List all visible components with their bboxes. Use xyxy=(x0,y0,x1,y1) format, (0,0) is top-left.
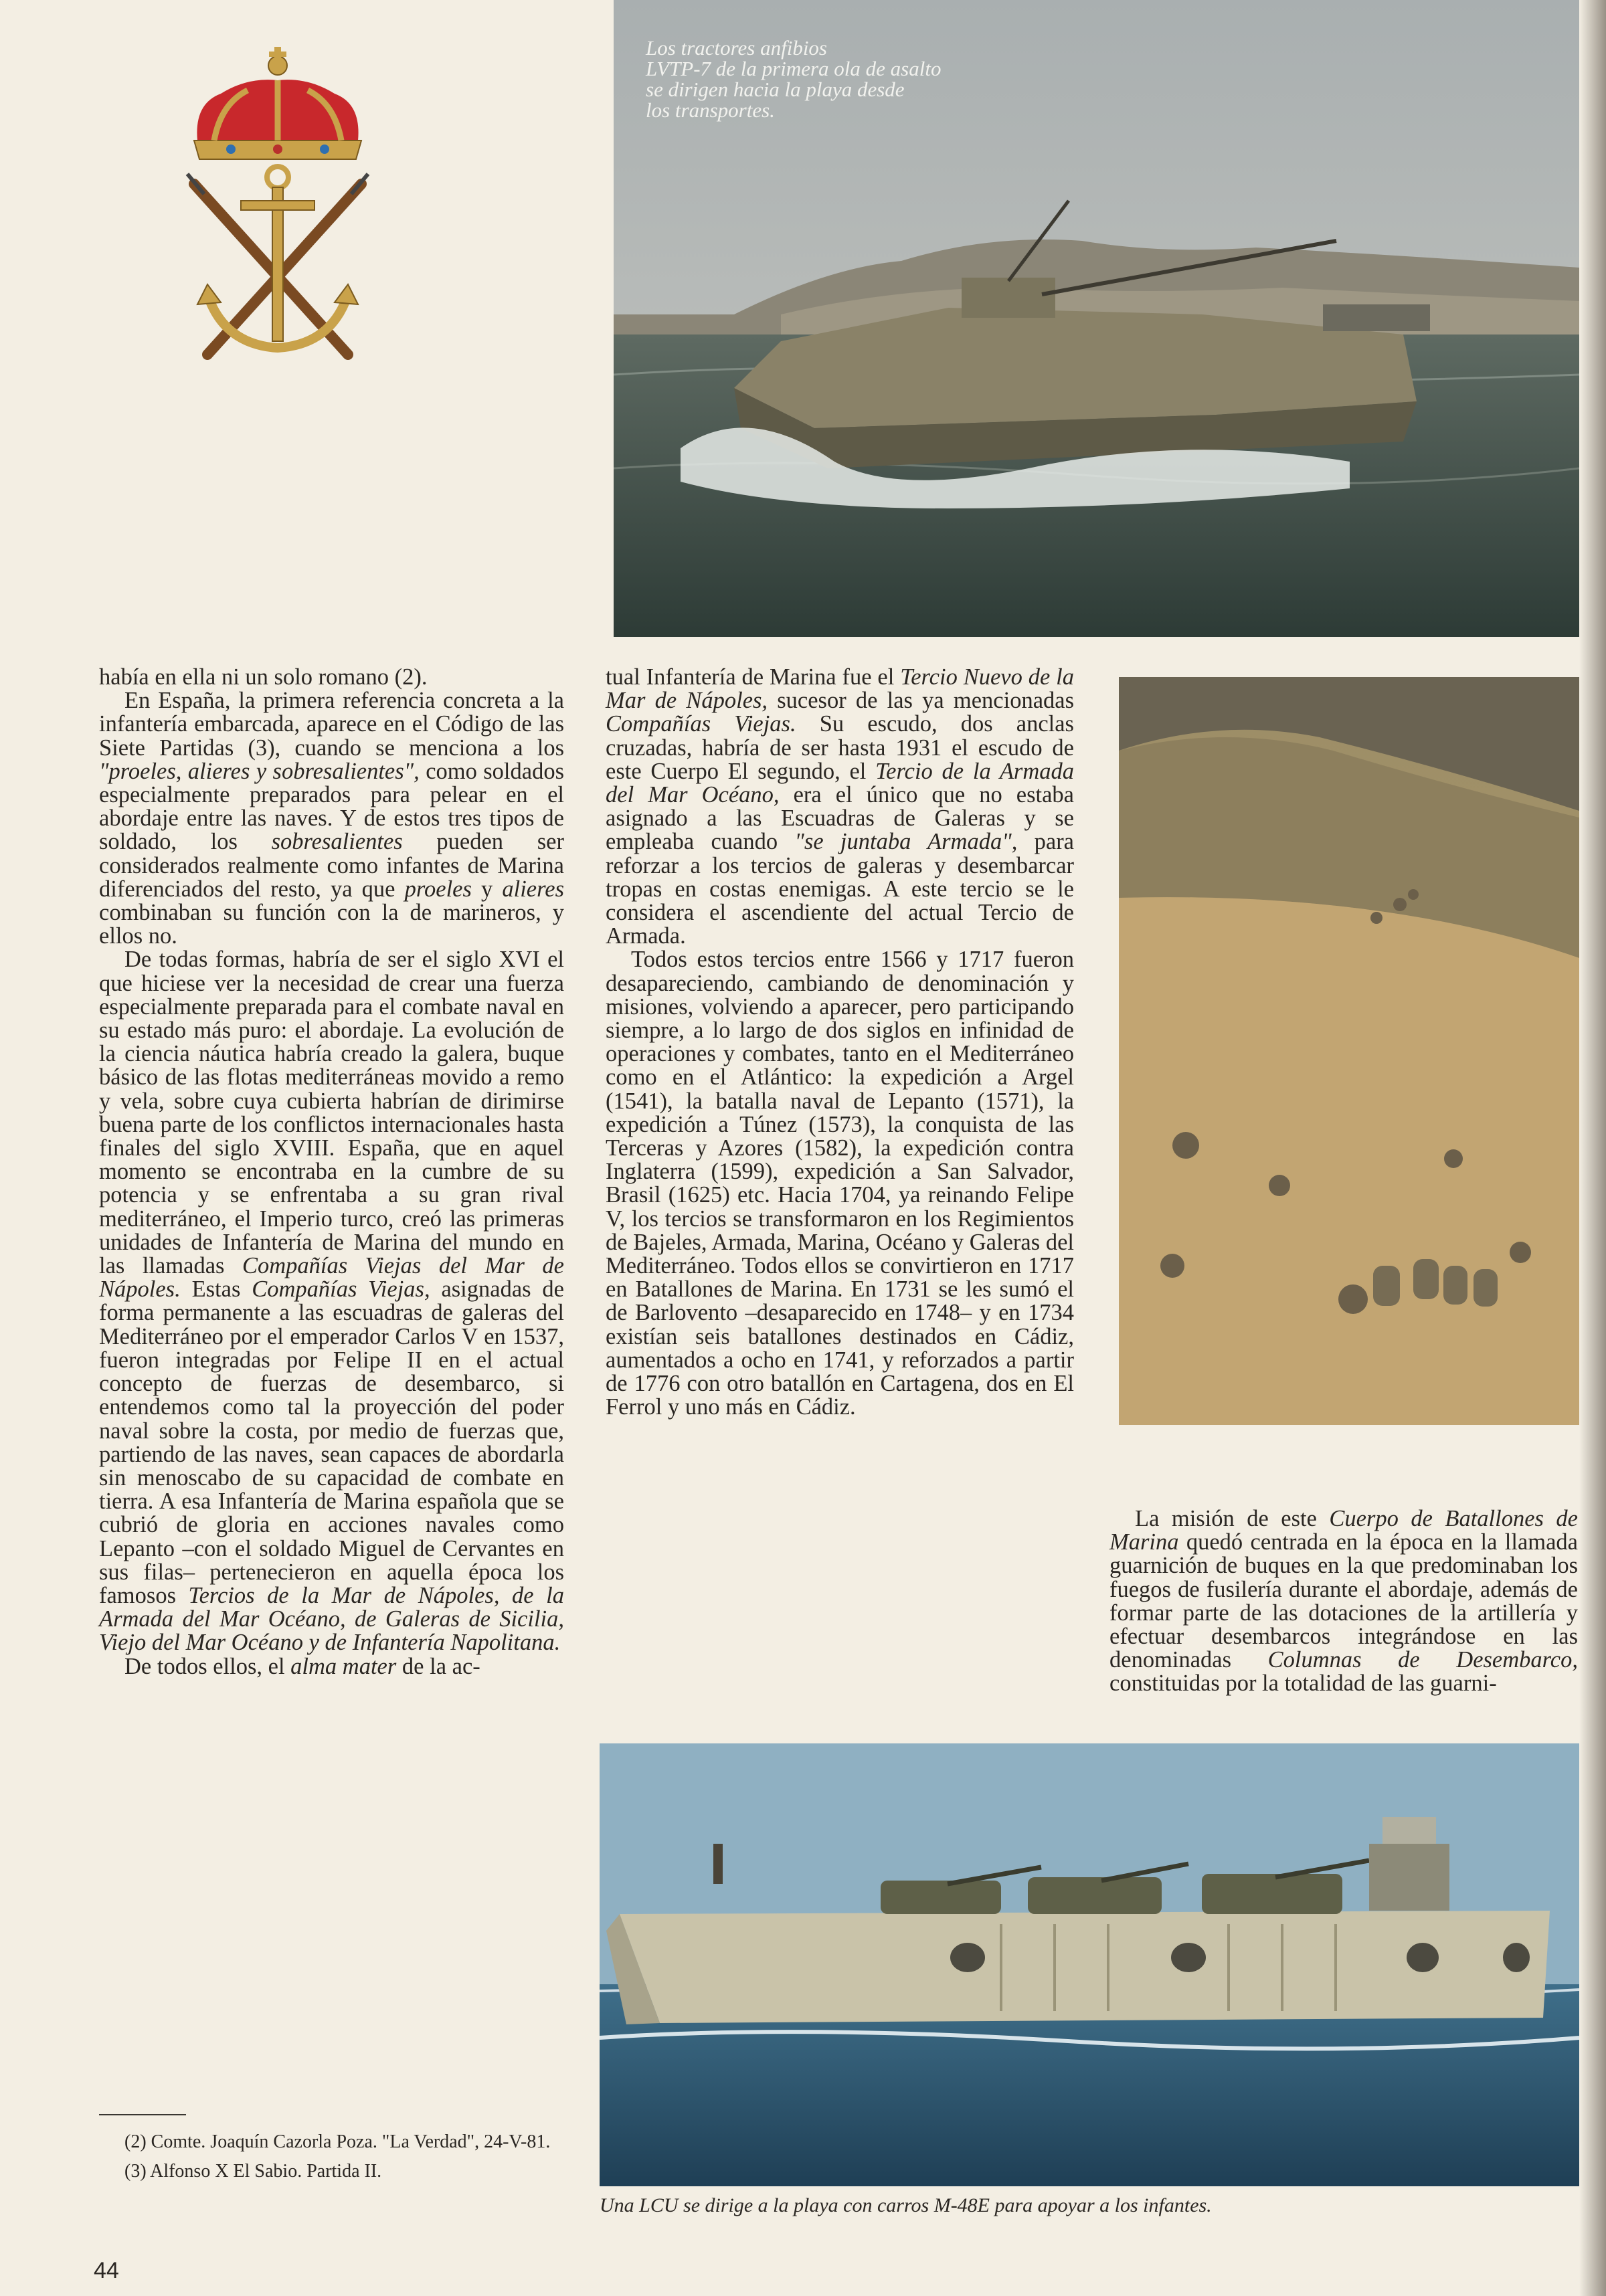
paragraph: En España, la primera referencia concreta a la infantería embarcada, aparece en el Código de las Siete Partidas (3), cuando se menciona a los "proeles, alieres y sobresalientes", como soldados especialmente preparados para pelear en el abordaje entre las naves. Y de estos tres tipos de soldado, los sobresalientes pueden ser considerados realmente como infantes de Marina diferenciados del resto, ya que proeles y alieres combinaban su función con la de marineros, y ellos no. xyxy=(99,688,565,949)
text-column-3 xyxy=(1109,1507,1578,1696)
photo-lvtp7-caption xyxy=(646,37,1061,120)
paragraph: tual Infantería de Marina fue el Tercio Nuevo de la Mar de Nápoles, sucesor de las ya mencionadas Compañías Viejas. Su escudo, dos anclas cruzadas, habría de ser hasta 1931 el escudo de este Cuerpo El segundo, el Tercio de la Armada del Mar Océano, era el único que no estaba asignado a las Escuadras de Galeras y se empleaba cuando "se juntaba Armada", para reforzar a los tercios de galeras y desembarcar tropas en costas enemigas. A este tercio se le considera el ascendiente del actual Tercio de Armada. xyxy=(606,664,1074,949)
marine-emblem xyxy=(167,40,388,375)
footnote-rule xyxy=(99,2114,186,2115)
paragraph: La misión de este Cuerpo de Batallones de Marina quedó centrada en la época en la llamada guarnición de buques en la que predominaban los fuegos de fusilería durante el abordaje, además de formar parte de las dotaciones de la artillería y efectuar desembarcos integrándose en las denominadas Columnas de Desembarco, constituidas por la totalidad de las guarni- xyxy=(1109,1506,1578,1697)
footnote: (3) Alfonso X El Sabio. Partida II. xyxy=(124,2161,382,2182)
paragraph: había en ella ni un solo romano (2). xyxy=(99,664,428,690)
photo-troops-hillside xyxy=(1119,677,1579,1425)
caption-line: los transportes. xyxy=(646,98,775,122)
text-column-1 xyxy=(99,666,564,1679)
paragraph: Todos estos tercios entre 1566 y 1717 fueron desapareciendo, cambiando de denominación y misiones, volviendo a aparecer, pero participando siempre, a lo largo de dos siglos en infinidad de operaciones y combates, tanto en el Mediterráneo como en el Atlántico: la expedición a Argel (1541), la batalla naval de Lepanto (1571), la expedición a Túnez (1573), la conquista de las Terceras y Azores (1582), la expedición contra Inglaterra (1599), expedición a San Salvador, Brasil (1625) etc. Hacia 1704, ya reinando Felipe V, los tercios se transformaron en los Regimientos de Bajeles, Armada, Marina, Océano y Galeras del Mediterráneo. Todos ellos se convirtieron en 1717 en Batallones de Marina. En 1731 se les sumó el de Barlovento –desaparecido en 1748– y en 1734 existían seis batallones destinados en Cádiz, aumentados a ocho en 1741, y reforzados a partir de 1776 con otro batallón en Cartagena, dos en El Ferrol y uno más en Cádiz. xyxy=(606,947,1074,1420)
anchor-rifles-crown-icon xyxy=(167,40,388,375)
text-column-2 xyxy=(606,666,1074,1420)
footnote: (2) Comte. Joaquín Cazorla Poza. "La Verdad", 24-V-81. xyxy=(124,2131,551,2152)
caption-line: LVTP-7 de la primera ola de asalto xyxy=(646,57,942,80)
page-number: 44 xyxy=(94,2258,119,2283)
caption-line: se dirigen hacia la playa desde xyxy=(646,78,905,101)
paragraph: De todos ellos, el alma mater de la ac- xyxy=(124,1653,480,1679)
caption-line: Los tractores anfibios xyxy=(646,36,827,60)
binding-shadow xyxy=(1579,0,1606,2296)
photo-lcu-caption: Una LCU se dirige a la playa con carros M-48E para apoyar a los infantes. xyxy=(600,2194,1212,2216)
paragraph: De todas formas, habría de ser el siglo XVI el que hiciese ver la necesidad de crear una fuerza especialmente preparada para el combate naval en su estado más puro: el abordaje. La evolución de la ciencia náutica habría creado la galera, buque básico de las flotas mediterráneas movido a remo y vela, sobre cuya cubierta habrían de dirimirse buena parte de los conflictos internacionales hasta finales del siglo XVIII. España, que en aquel momento se encontraba en la cumbre de su potencia y se enfrentaba a su gran rival mediterráneo, el Imperio turco, creó las primeras unidades de Infantería de Marina del mundo en las llamadas Compañías Viejas del Mar de Nápoles. Estas Compañías Viejas, asignadas de forma permanente a las escuadras de galeras del Mediterráneo por el emperador Carlos V en 1537, fueron integradas por Felipe II en el actual concepto de fuerzas de desembarco, si entendemos como tal la proyección del poder naval sobre la costa, por medio de fuerzas que, partiendo de las naves, sean capaces de abordarla sin menoscabo de su capacidad de combate en tierra. A esa Infantería de Marina española que se cubrió de gloria en acciones navales como Lepanto –con el soldado Miguel de Cervantes en sus filas– pertenecieron en aquella época los famosos Tercios de la Mar de Nápoles, de la Armada del Mar Océano, de Galeras de Sicilia, Viejo del Mar Océano y de Infantería Napolitana. xyxy=(99,947,564,1656)
photo-lcu xyxy=(600,1743,1579,2186)
footnotes xyxy=(99,2131,567,2190)
